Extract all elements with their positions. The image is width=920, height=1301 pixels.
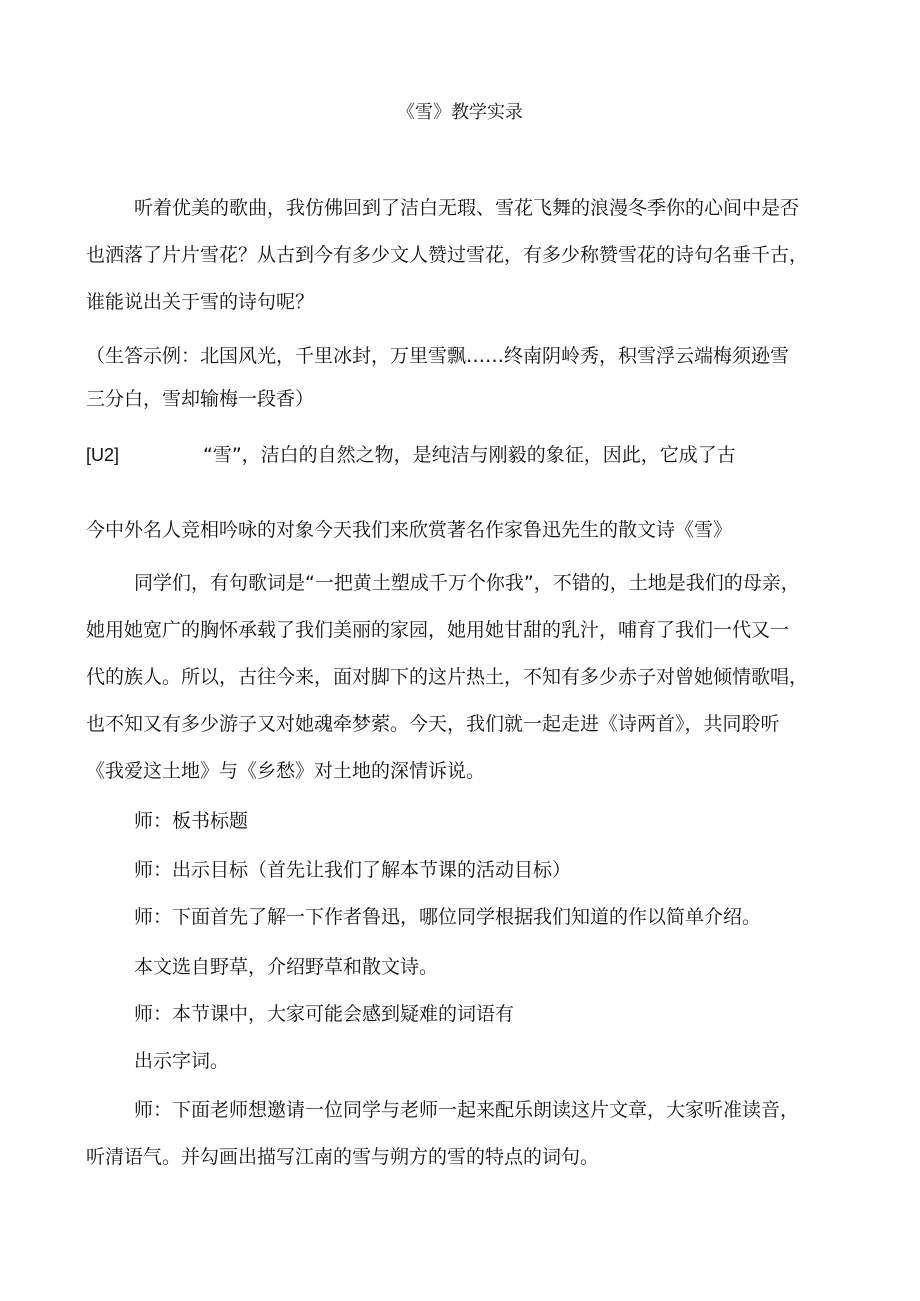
teacher-show-goals: 师：出示目标（首先让我们了解本节课的活动目标） [134, 859, 572, 881]
classmates-paragraph-line-4: 也不知又有多少游子又对她魂牵梦萦。今天，我们就一起走进《诗两首》，共同聆听 [86, 713, 780, 735]
text-source-note: 本文选自野草，介绍野草和散文诗。 [134, 956, 439, 978]
intro-paragraph-line-3: 谁能说出关于雪的诗句呢？ [86, 291, 315, 313]
intro-paragraph-line-2: 也洒落了片片雪花？从古到今有多少文人赞过雪花，有多少称赞雪花的诗句名垂千古， [86, 244, 809, 266]
teacher-board-title: 师：板书标题 [134, 810, 249, 832]
classmates-paragraph-line-1: 同学们，有句歌词是“一把黄土塑成千万个你我”，不错的，土地是我们的母亲， [134, 572, 800, 594]
classmates-paragraph-line-3: 代的族人。所以，古往今来，面对脚下的这片热土，不知有多少赤子对曾她倾情歌唱， [86, 666, 809, 688]
reading-instruction-line-2: 听清语气。并勾画出描写江南的雪与朔方的雪的特点的词句。 [86, 1146, 600, 1168]
classmates-paragraph-line-2: 她用她宽广的胸怀承载了我们美丽的家园，她用她甘甜的乳汁，哺育了我们一代又一 [86, 619, 790, 641]
student-answer-line-1: （生答示例：北国风光，千里冰封，万里雪飘……终南阴岭秀，积雪浮云端梅须逊雪 [86, 345, 790, 367]
document-title: 《雪》教学实录 [397, 102, 523, 123]
snow-description-line-1: “雪”，洁白的自然之物，是纯洁与刚毅的象征，因此，它成了古 [203, 444, 736, 466]
reading-instruction-line-1: 师：下面老师想邀请一位同学与老师一起来配乐朗读这片文章，大家听准读音， [134, 1099, 800, 1121]
show-vocabulary: 出示字词。 [134, 1050, 230, 1072]
student-answer-line-2: 三分白，雪却输梅一段香） [86, 388, 315, 410]
intro-paragraph-line-1: 听着优美的歌曲，我仿佛回到了洁白无瑕、雪花飞舞的浪漫冬季你的心间中是否 [134, 197, 800, 219]
classmates-paragraph-line-5: 《我爱这土地》与《乡愁》对土地的深情诉说。 [86, 760, 486, 782]
snow-description-line-2: 今中外名人竞相吟咏的对象今天我们来欣赏著名作家鲁迅先生的散文诗《雪》 [86, 519, 733, 541]
teacher-author-intro: 师：下面首先了解一下作者鲁迅，哪位同学根据我们知道的作以简单介绍。 [134, 906, 762, 928]
teacher-difficult-words: 师：本节课中，大家可能会感到疑难的词语有 [134, 1003, 515, 1025]
comment-marker: [U2] [86, 445, 120, 465]
